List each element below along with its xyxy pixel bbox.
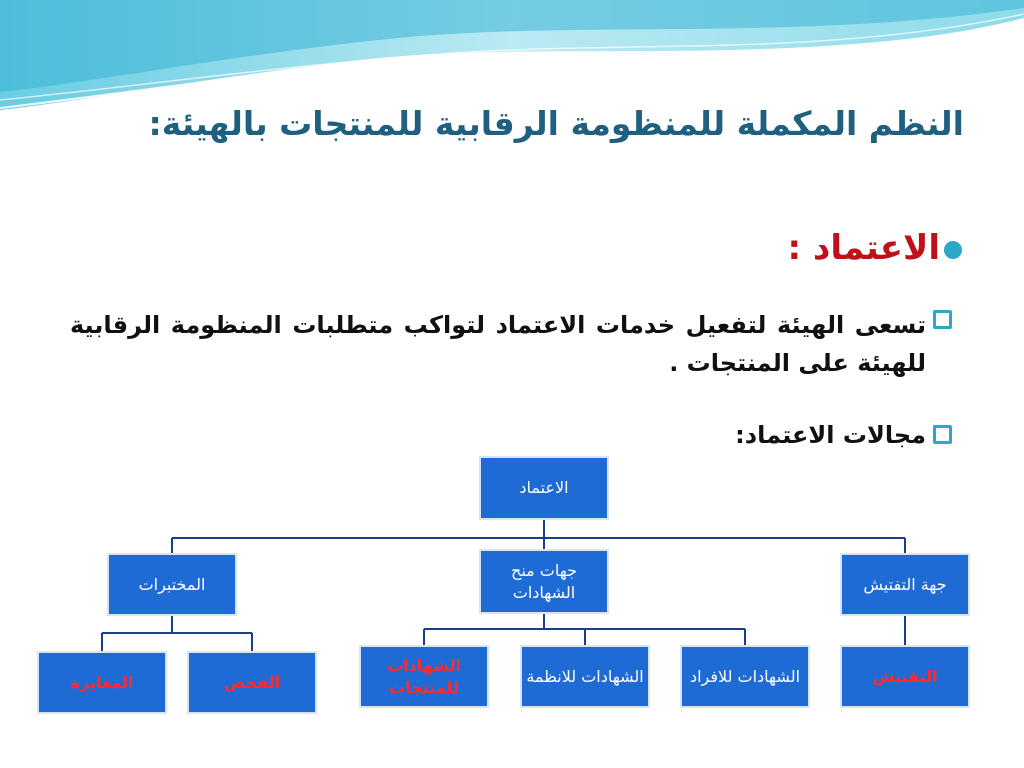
node-testing: الفحص [187,651,317,714]
node-person-certificates: الشهادات للافراد [680,645,810,708]
slide-title: النظم المكملة للمنظومة الرقابية للمنتجات بالهيئة: [148,104,964,143]
node-accreditation: الاعتماد [479,456,609,520]
description-paragraph: تسعى الهيئة لتفعيل خدمات الاعتماد لتواكب متطلبات المنظومة الرقابية للهيئة على المنتجات . [70,311,926,377]
node-calibration: المعايرة [37,651,167,714]
node-certification-bodies: جهات منح الشهادات [479,549,609,614]
fields-subheading: مجالات الاعتماد: [735,421,926,449]
node-system-certificates: الشهادات للانظمة [520,645,650,708]
node-laboratories: المختبرات [107,553,237,616]
node-inspection-body: جهة التفتيش [840,553,970,616]
node-inspection: التفتيش [840,645,970,708]
bullet-heading-text: الاعتماد : [787,228,940,268]
node-product-certificates: الشهادات للمنتجات [359,645,489,708]
